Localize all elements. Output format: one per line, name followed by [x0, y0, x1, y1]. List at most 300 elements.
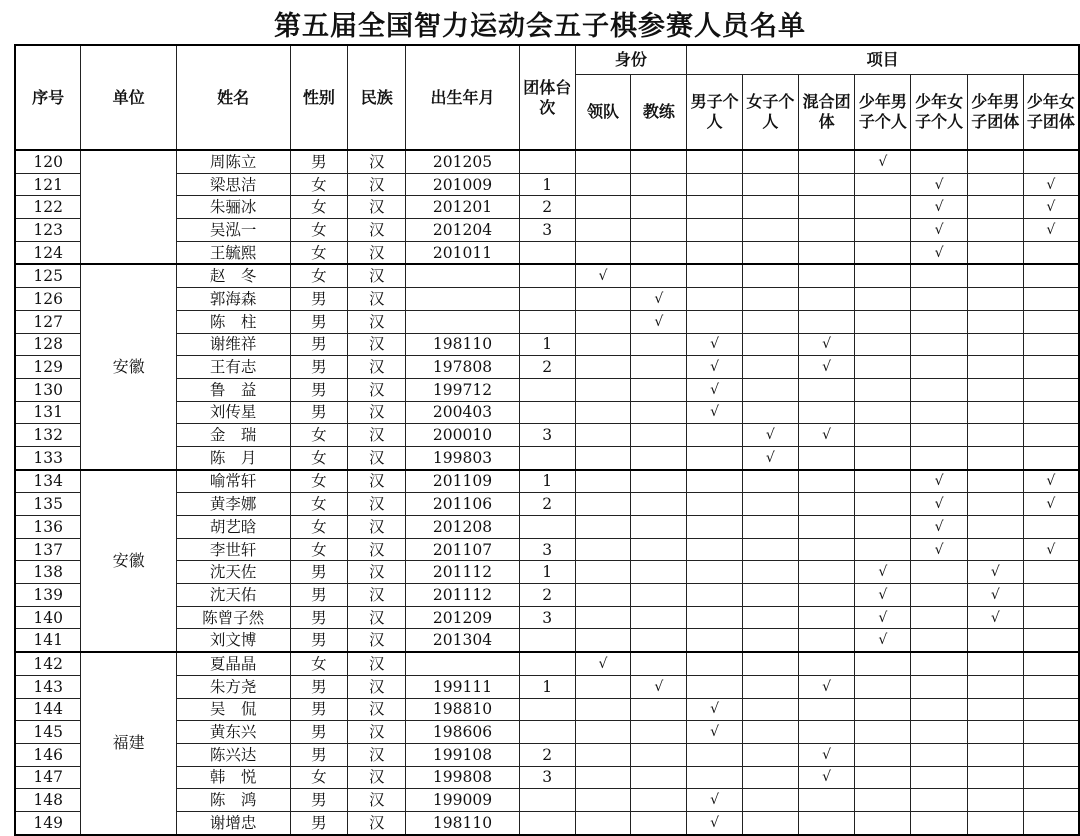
event-cell: [687, 675, 743, 698]
coach-cell: [631, 173, 687, 196]
event-cell: √: [743, 424, 799, 447]
name-cell: 李世轩: [176, 538, 290, 561]
event-cell: [911, 743, 968, 766]
event-cell: [743, 310, 799, 333]
event-cell: [798, 606, 855, 629]
event-cell: [687, 606, 743, 629]
gender-cell: 男: [290, 561, 348, 584]
team-order-cell: [519, 401, 575, 424]
header-event-youth-boys-individual: 少年男子个人: [855, 75, 911, 151]
event-cell: √: [1023, 196, 1079, 219]
name-cell: 沈天佑: [176, 584, 290, 607]
event-cell: √: [687, 811, 743, 834]
event-cell: [1023, 629, 1079, 652]
event-cell: [687, 173, 743, 196]
event-cell: [798, 196, 855, 219]
birth-cell: 201112: [406, 584, 520, 607]
ethnicity-cell: 汉: [348, 606, 406, 629]
event-cell: √: [967, 561, 1023, 584]
event-cell: [911, 789, 968, 812]
header-team-order: 团体台次: [519, 45, 575, 150]
event-cell: [967, 150, 1023, 173]
event-cell: √: [911, 493, 968, 516]
event-cell: [687, 538, 743, 561]
birth-cell: [406, 310, 520, 333]
leader-cell: [575, 333, 631, 356]
event-cell: [1023, 424, 1079, 447]
event-cell: [911, 675, 968, 698]
event-cell: [1023, 288, 1079, 311]
event-cell: [911, 811, 968, 834]
gender-cell: 男: [290, 743, 348, 766]
leader-cell: [575, 173, 631, 196]
seq-cell: 133: [15, 446, 81, 469]
birth-cell: [406, 288, 520, 311]
seq-cell: 141: [15, 629, 81, 652]
event-cell: √: [855, 150, 911, 173]
coach-cell: [631, 241, 687, 264]
event-cell: [743, 766, 799, 789]
event-cell: √: [911, 196, 968, 219]
event-cell: [798, 219, 855, 242]
gender-cell: 女: [290, 241, 348, 264]
seq-cell: 146: [15, 743, 81, 766]
gender-cell: 男: [290, 789, 348, 812]
event-cell: [687, 150, 743, 173]
event-cell: [687, 561, 743, 584]
seq-cell: 129: [15, 356, 81, 379]
event-cell: [855, 446, 911, 469]
event-cell: [687, 470, 743, 493]
event-cell: [855, 333, 911, 356]
ethnicity-cell: 汉: [348, 196, 406, 219]
event-cell: [855, 424, 911, 447]
gender-cell: 女: [290, 652, 348, 675]
event-cell: [967, 356, 1023, 379]
coach-cell: [631, 378, 687, 401]
event-cell: [855, 743, 911, 766]
team-order-cell: 2: [519, 356, 575, 379]
seq-cell: 135: [15, 493, 81, 516]
birth-cell: 199803: [406, 446, 520, 469]
event-cell: [967, 401, 1023, 424]
team-order-cell: 1: [519, 173, 575, 196]
event-cell: [687, 766, 743, 789]
name-cell: 吴泓一: [176, 219, 290, 242]
birth-cell: 201106: [406, 493, 520, 516]
birth-cell: 200403: [406, 401, 520, 424]
event-cell: √: [687, 356, 743, 379]
event-cell: [967, 310, 1023, 333]
event-cell: [1023, 766, 1079, 789]
gender-cell: 女: [290, 538, 348, 561]
coach-cell: [631, 538, 687, 561]
event-cell: [798, 584, 855, 607]
event-cell: [798, 652, 855, 675]
gender-cell: 男: [290, 606, 348, 629]
event-cell: [1023, 310, 1079, 333]
seq-cell: 127: [15, 310, 81, 333]
roster-table: [14, 44, 1080, 836]
event-cell: √: [687, 378, 743, 401]
unit-group: [15, 150, 1079, 264]
team-order-cell: 2: [519, 493, 575, 516]
event-cell: [743, 516, 799, 539]
coach-cell: [631, 470, 687, 493]
birth-cell: 201201: [406, 196, 520, 219]
name-cell: 喻常轩: [176, 470, 290, 493]
leader-cell: [575, 606, 631, 629]
event-cell: [743, 538, 799, 561]
event-cell: [687, 310, 743, 333]
coach-cell: [631, 333, 687, 356]
event-cell: [743, 264, 799, 287]
leader-cell: [575, 811, 631, 834]
event-cell: √: [1023, 219, 1079, 242]
seq-cell: 120: [15, 150, 81, 173]
event-cell: [855, 310, 911, 333]
birth-cell: 198110: [406, 811, 520, 834]
name-cell: 谢维祥: [176, 333, 290, 356]
table-row: [15, 150, 1079, 173]
event-cell: √: [798, 766, 855, 789]
ethnicity-cell: 汉: [348, 516, 406, 539]
leader-cell: [575, 150, 631, 173]
ethnicity-cell: 汉: [348, 173, 406, 196]
team-order-cell: 1: [519, 561, 575, 584]
header-identity: 身份: [575, 45, 687, 75]
event-cell: [855, 652, 911, 675]
name-cell: 朱方尧: [176, 675, 290, 698]
event-cell: [911, 150, 968, 173]
event-cell: [855, 470, 911, 493]
header-event-youth-girls-individual: 少年女子个人: [911, 75, 968, 151]
name-cell: 刘传星: [176, 401, 290, 424]
event-cell: [967, 446, 1023, 469]
event-cell: [855, 378, 911, 401]
coach-cell: [631, 766, 687, 789]
coach-cell: √: [631, 288, 687, 311]
ethnicity-cell: 汉: [348, 584, 406, 607]
leader-cell: [575, 401, 631, 424]
gender-cell: 女: [290, 219, 348, 242]
team-order-cell: [519, 288, 575, 311]
seq-cell: 137: [15, 538, 81, 561]
team-order-cell: [519, 698, 575, 721]
leader-cell: [575, 561, 631, 584]
team-order-cell: 1: [519, 470, 575, 493]
coach-cell: [631, 424, 687, 447]
event-cell: [743, 811, 799, 834]
event-cell: [1023, 652, 1079, 675]
seq-cell: 144: [15, 698, 81, 721]
event-cell: [855, 196, 911, 219]
event-cell: [743, 629, 799, 652]
leader-cell: [575, 470, 631, 493]
team-order-cell: 1: [519, 675, 575, 698]
event-cell: [855, 264, 911, 287]
event-cell: [687, 241, 743, 264]
gender-cell: 男: [290, 401, 348, 424]
ethnicity-cell: 汉: [348, 766, 406, 789]
event-cell: [911, 584, 968, 607]
name-cell: 金 瑞: [176, 424, 290, 447]
event-cell: [1023, 743, 1079, 766]
event-cell: √: [911, 241, 968, 264]
name-cell: 梁思洁: [176, 173, 290, 196]
event-cell: [743, 698, 799, 721]
event-cell: [855, 241, 911, 264]
gender-cell: 女: [290, 470, 348, 493]
event-cell: [687, 288, 743, 311]
event-cell: [967, 629, 1023, 652]
unit-group: [15, 470, 1079, 653]
event-cell: √: [1023, 470, 1079, 493]
coach-cell: [631, 493, 687, 516]
page-title: 第五届全国智力运动会五子棋参赛人员名单: [274, 11, 806, 42]
name-cell: 朱骊冰: [176, 196, 290, 219]
unit-cell: 安徽: [81, 470, 177, 653]
event-cell: √: [855, 561, 911, 584]
leader-cell: [575, 721, 631, 744]
event-cell: [855, 811, 911, 834]
event-cell: [967, 675, 1023, 698]
event-cell: √: [687, 721, 743, 744]
coach-cell: [631, 516, 687, 539]
event-cell: [911, 698, 968, 721]
team-order-cell: [519, 264, 575, 287]
event-cell: √: [1023, 173, 1079, 196]
event-cell: √: [911, 516, 968, 539]
header-gender: 性别: [290, 45, 348, 150]
event-cell: [855, 766, 911, 789]
event-cell: √: [911, 470, 968, 493]
event-cell: [1023, 356, 1079, 379]
birth-cell: 201107: [406, 538, 520, 561]
event-cell: √: [967, 606, 1023, 629]
event-cell: [1023, 606, 1079, 629]
event-cell: [687, 219, 743, 242]
event-cell: √: [911, 538, 968, 561]
event-cell: [967, 698, 1023, 721]
ethnicity-cell: 汉: [348, 401, 406, 424]
leader-cell: [575, 698, 631, 721]
event-cell: √: [687, 401, 743, 424]
gender-cell: 女: [290, 196, 348, 219]
event-cell: [798, 288, 855, 311]
team-order-cell: 3: [519, 606, 575, 629]
name-cell: 陈 鸿: [176, 789, 290, 812]
seq-cell: 124: [15, 241, 81, 264]
event-cell: [798, 470, 855, 493]
event-cell: [855, 493, 911, 516]
event-cell: [855, 401, 911, 424]
leader-cell: [575, 196, 631, 219]
event-cell: [911, 264, 968, 287]
name-cell: 陈 月: [176, 446, 290, 469]
event-cell: [967, 196, 1023, 219]
event-cell: [911, 629, 968, 652]
leader-cell: [575, 288, 631, 311]
event-cell: [743, 401, 799, 424]
event-cell: [967, 333, 1023, 356]
event-cell: [1023, 401, 1079, 424]
ethnicity-cell: 汉: [348, 241, 406, 264]
event-cell: [911, 378, 968, 401]
coach-cell: [631, 356, 687, 379]
name-cell: 王有志: [176, 356, 290, 379]
ethnicity-cell: 汉: [348, 789, 406, 812]
gender-cell: 女: [290, 446, 348, 469]
event-cell: [911, 401, 968, 424]
birth-cell: 199009: [406, 789, 520, 812]
gender-cell: 女: [290, 264, 348, 287]
seq-cell: 143: [15, 675, 81, 698]
leader-cell: [575, 493, 631, 516]
event-cell: [1023, 584, 1079, 607]
event-cell: [1023, 333, 1079, 356]
ethnicity-cell: 汉: [348, 675, 406, 698]
ethnicity-cell: 汉: [348, 561, 406, 584]
event-cell: [967, 241, 1023, 264]
birth-cell: 198810: [406, 698, 520, 721]
seq-cell: 130: [15, 378, 81, 401]
name-cell: 陈曾子然: [176, 606, 290, 629]
event-cell: √: [1023, 538, 1079, 561]
event-cell: [911, 288, 968, 311]
event-cell: [1023, 150, 1079, 173]
team-order-cell: [519, 789, 575, 812]
birth-cell: 199111: [406, 675, 520, 698]
event-cell: [687, 652, 743, 675]
name-cell: 黄李娜: [176, 493, 290, 516]
event-cell: [743, 356, 799, 379]
seq-cell: 140: [15, 606, 81, 629]
leader-cell: [575, 446, 631, 469]
leader-cell: [575, 310, 631, 333]
event-cell: [743, 584, 799, 607]
team-order-cell: 3: [519, 424, 575, 447]
ethnicity-cell: 汉: [348, 333, 406, 356]
table-header: [15, 45, 1079, 150]
header-name: 姓名: [176, 45, 290, 150]
header-event-men-individual: 男子个人: [687, 75, 743, 151]
leader-cell: [575, 241, 631, 264]
unit-group: [15, 652, 1079, 835]
event-cell: [911, 356, 968, 379]
event-cell: [967, 288, 1023, 311]
ethnicity-cell: 汉: [348, 493, 406, 516]
coach-cell: [631, 401, 687, 424]
seq-cell: 136: [15, 516, 81, 539]
birth-cell: 199808: [406, 766, 520, 789]
event-cell: [743, 561, 799, 584]
team-order-cell: [519, 721, 575, 744]
seq-cell: 132: [15, 424, 81, 447]
event-cell: [743, 150, 799, 173]
team-order-cell: [519, 446, 575, 469]
event-cell: [743, 493, 799, 516]
leader-cell: [575, 378, 631, 401]
name-cell: 韩 悦: [176, 766, 290, 789]
event-cell: [911, 766, 968, 789]
birth-cell: 201112: [406, 561, 520, 584]
event-cell: [1023, 241, 1079, 264]
event-cell: [967, 424, 1023, 447]
event-cell: √: [687, 789, 743, 812]
seq-cell: 142: [15, 652, 81, 675]
name-cell: 郭海森: [176, 288, 290, 311]
coach-cell: [631, 446, 687, 469]
seq-cell: 147: [15, 766, 81, 789]
name-cell: 刘文博: [176, 629, 290, 652]
name-cell: 赵 冬: [176, 264, 290, 287]
event-cell: √: [911, 219, 968, 242]
event-cell: [687, 493, 743, 516]
team-order-cell: 1: [519, 333, 575, 356]
birth-cell: 201009: [406, 173, 520, 196]
header-coach: 教练: [631, 75, 687, 151]
ethnicity-cell: 汉: [348, 698, 406, 721]
ethnicity-cell: 汉: [348, 538, 406, 561]
unit-cell: 安徽: [81, 264, 177, 469]
event-cell: [1023, 378, 1079, 401]
event-cell: [798, 789, 855, 812]
event-cell: [798, 310, 855, 333]
event-cell: [855, 288, 911, 311]
coach-cell: [631, 219, 687, 242]
event-cell: [1023, 264, 1079, 287]
gender-cell: 男: [290, 310, 348, 333]
birth-cell: 197808: [406, 356, 520, 379]
event-cell: [798, 150, 855, 173]
event-cell: [911, 310, 968, 333]
header-seq: 序号: [15, 45, 81, 150]
birth-cell: 201205: [406, 150, 520, 173]
seq-cell: 145: [15, 721, 81, 744]
ethnicity-cell: 汉: [348, 219, 406, 242]
event-cell: [911, 721, 968, 744]
event-cell: [967, 264, 1023, 287]
event-cell: √: [798, 356, 855, 379]
event-cell: [743, 652, 799, 675]
coach-cell: [631, 196, 687, 219]
name-cell: 胡艺晗: [176, 516, 290, 539]
event-cell: [687, 446, 743, 469]
event-cell: [687, 743, 743, 766]
event-cell: [855, 675, 911, 698]
gender-cell: 女: [290, 493, 348, 516]
event-cell: [1023, 561, 1079, 584]
team-order-cell: [519, 811, 575, 834]
gender-cell: 男: [290, 698, 348, 721]
team-order-cell: [519, 629, 575, 652]
gender-cell: 男: [290, 675, 348, 698]
leader-cell: [575, 424, 631, 447]
event-cell: [911, 652, 968, 675]
seq-cell: 123: [15, 219, 81, 242]
event-cell: [798, 378, 855, 401]
event-cell: [1023, 675, 1079, 698]
event-cell: [798, 538, 855, 561]
event-cell: [798, 516, 855, 539]
name-cell: 周陈立: [176, 150, 290, 173]
birth-cell: 199108: [406, 743, 520, 766]
event-cell: [743, 173, 799, 196]
unit-cell: 福建: [81, 652, 177, 835]
event-cell: [1023, 698, 1079, 721]
ethnicity-cell: 汉: [348, 264, 406, 287]
